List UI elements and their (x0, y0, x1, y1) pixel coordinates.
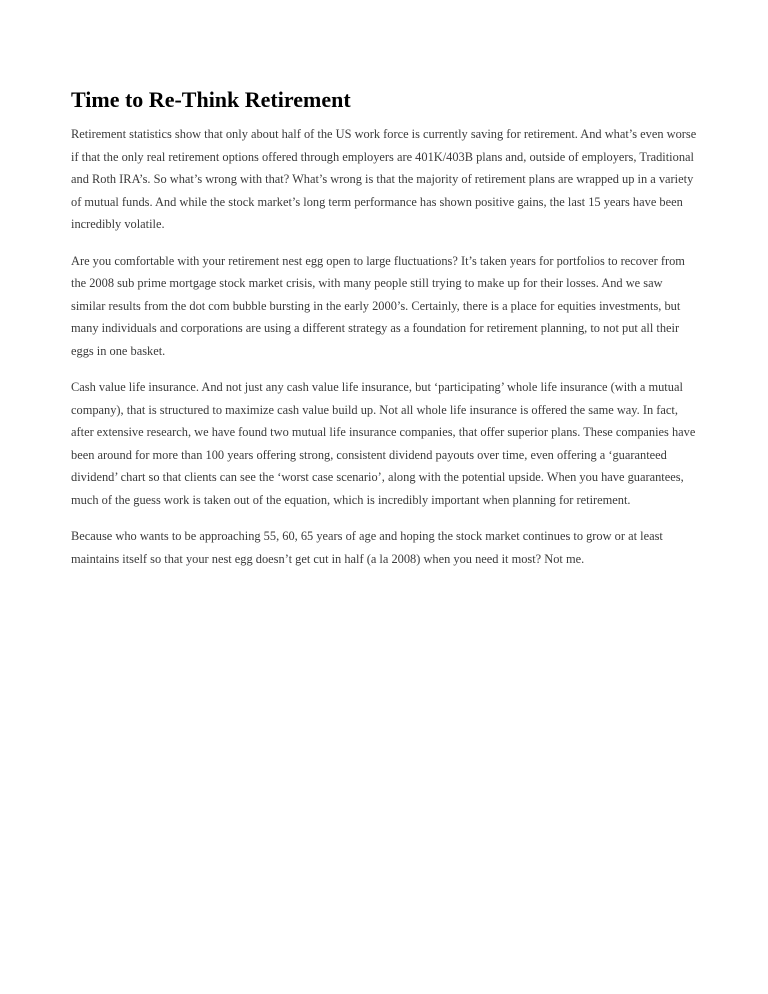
document-title: Time to Re-Think Retirement (71, 87, 351, 112)
paragraph-2: Are you comfortable with your retirement nest egg open to large fluctuations? It’s taken years for portfolios to recover from the 2008 sub prime mortgage stock market crisis, with many people still trying to make up for their losses. And we saw similar results from the dot com bubble bursting in the early 2000’s. Certainly, there is a place for equities investments, but many individuals and corporations are using a different strategy as a foundation for retirement planning, to not put all their eggs in one basket. (71, 253, 685, 358)
paragraph-4: Because who wants to be approaching 55, 60, 65 years of age and hoping the stock market continues to grow or at least maintains itself so that your nest egg doesn’t get cut in half (a la 2008) when you need it most? Not me. (71, 529, 663, 566)
paragraph-1: Retirement statistics show that only about half of the US work force is currently saving for retirement. And what’s even worse if that the only real retirement options offered through employers are 401K/403B plans and, outside of employers, Traditional and Roth IRA’s. So what’s wrong with that? What’s wrong is that the majority of retirement plans are wrapped up in a variety of mutual funds. And while the stock market’s long term performance has shown positive gains, the last 15 years have been incredibly volatile. (71, 127, 697, 231)
paragraph-3: Cash value life insurance. And not just any cash value life insurance, but ‘participating’ whole life insurance (with a mutual company), that is structured to maximize cash value build up. Not all whole life insurance is offered the same way. In fact, after extensive research, we have found two mutual life insurance companies, that offer superior plans. These companies have been around for more than 100 years offering strong, consistent dividend payouts over time, even offering a ‘guaranteed dividend’ chart so that clients can see the ‘worst case scenario’, along with the potential upside. When you have guarantees, much of the guess work is taken out of the equation, which is incredibly important when planning for retirement. (71, 380, 696, 507)
document-body (71, 86, 699, 584)
